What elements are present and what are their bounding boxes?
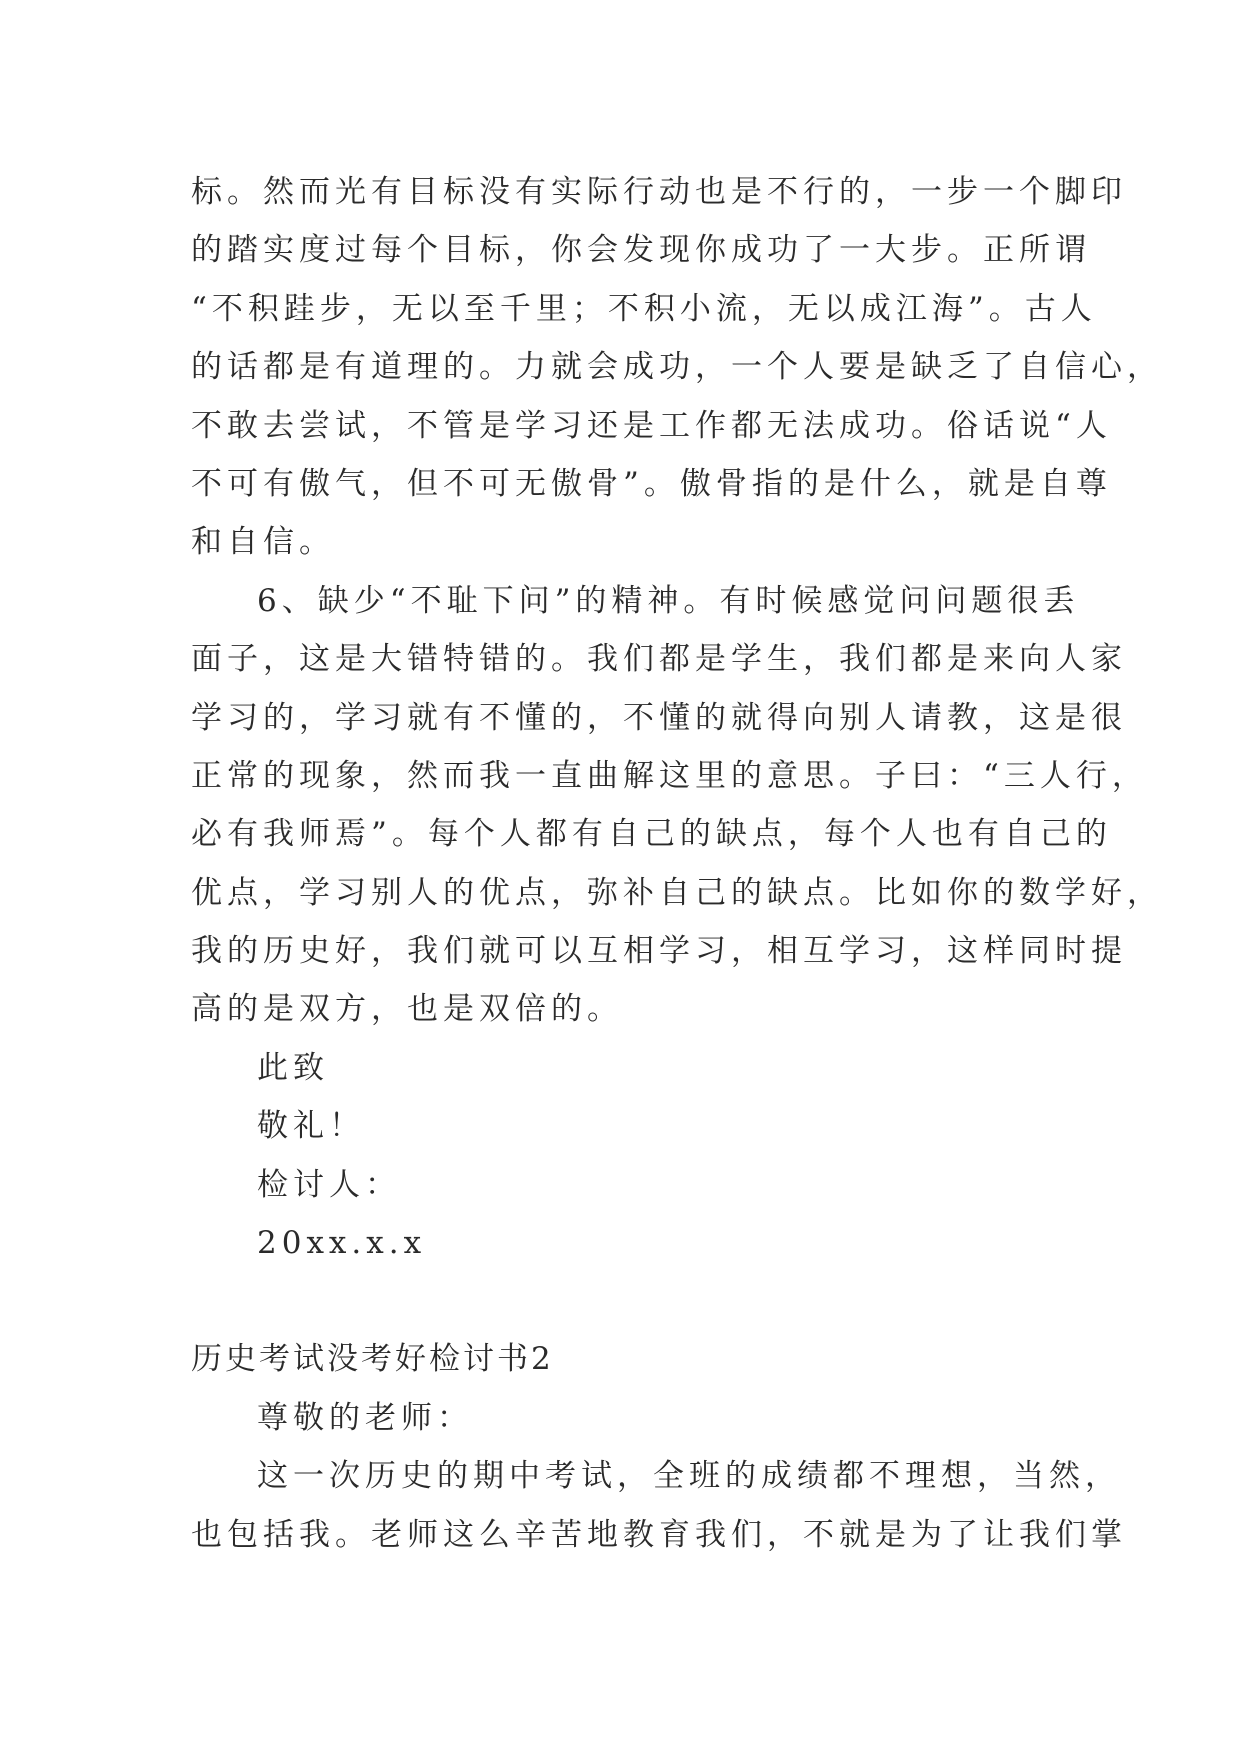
text-line: 优点，学习别人的优点，弥补自己的缺点。比如你的数学好， — [191, 874, 1163, 911]
text-line: 面子，这是大错特错的。我们都是学生，我们都是来向人家 — [191, 641, 1127, 678]
text-line: 学习的，学习就有不懂的，不懂的就得向别人请教，这是很 — [191, 699, 1127, 736]
text-line: 不敢去尝试，不管是学习还是工作都无法成功。俗话说“人 — [191, 407, 1112, 444]
text-line: 高的是双方，也是双倍的。 — [191, 991, 623, 1028]
paragraph-1 — [191, 163, 1163, 572]
letter-greeting: 尊敬的老师： — [257, 1399, 473, 1436]
text-line: 的踏实度过每个目标，你会发现你成功了一大步。正所谓 — [191, 232, 1091, 269]
closing-salutation: 此致 — [257, 1049, 329, 1086]
text-line: 标。然而光有目标没有实际行动也是不行的，一步一个脚印 — [191, 174, 1127, 210]
text-line: 的话都是有道理的。力就会成功，一个人要是缺乏了自信心， — [191, 349, 1163, 386]
text-line: 不可有傲气，但不可无傲骨”。傲骨指的是什么，就是自尊 — [191, 465, 1112, 502]
closing-regards: 敬礼！ — [257, 1108, 365, 1145]
section-2 — [191, 1330, 1127, 1564]
section-gap — [191, 1272, 1061, 1330]
text-line: 这一次历史的期中考试，全班的成绩都不理想，当然， — [257, 1458, 1121, 1495]
closing-date: 20xx.x.x — [257, 1225, 427, 1262]
closing-signer: 检讨人： — [257, 1166, 401, 1203]
text-line: 我的历史好，我们就可以互相学习，相互学习，这样同时提 — [191, 933, 1127, 970]
text-line: 和自信。 — [191, 524, 335, 561]
text-line: 正常的现象，然而我一直曲解这里的意思。子曰：“三人行， — [191, 757, 1148, 794]
section-title: 历史考试没考好检讨书2 — [191, 1341, 554, 1378]
text-line: 必有我师焉”。每个人都有自己的缺点，每个人也有自己的 — [191, 816, 1112, 853]
text-line: 也包括我。老师这么辛苦地教育我们，不就是为了让我们掌 — [191, 1516, 1127, 1553]
text-line: “不积跬步，无以至千里；不积小流，无以成江海”。古人 — [191, 290, 1097, 327]
paragraph-2 — [191, 572, 1163, 1039]
text-line: 6、缺少“不耻下问”的精神。有时候感觉问问题很丢 — [257, 582, 1080, 619]
closing-block — [191, 1039, 1061, 1273]
document-page — [191, 163, 1163, 1564]
